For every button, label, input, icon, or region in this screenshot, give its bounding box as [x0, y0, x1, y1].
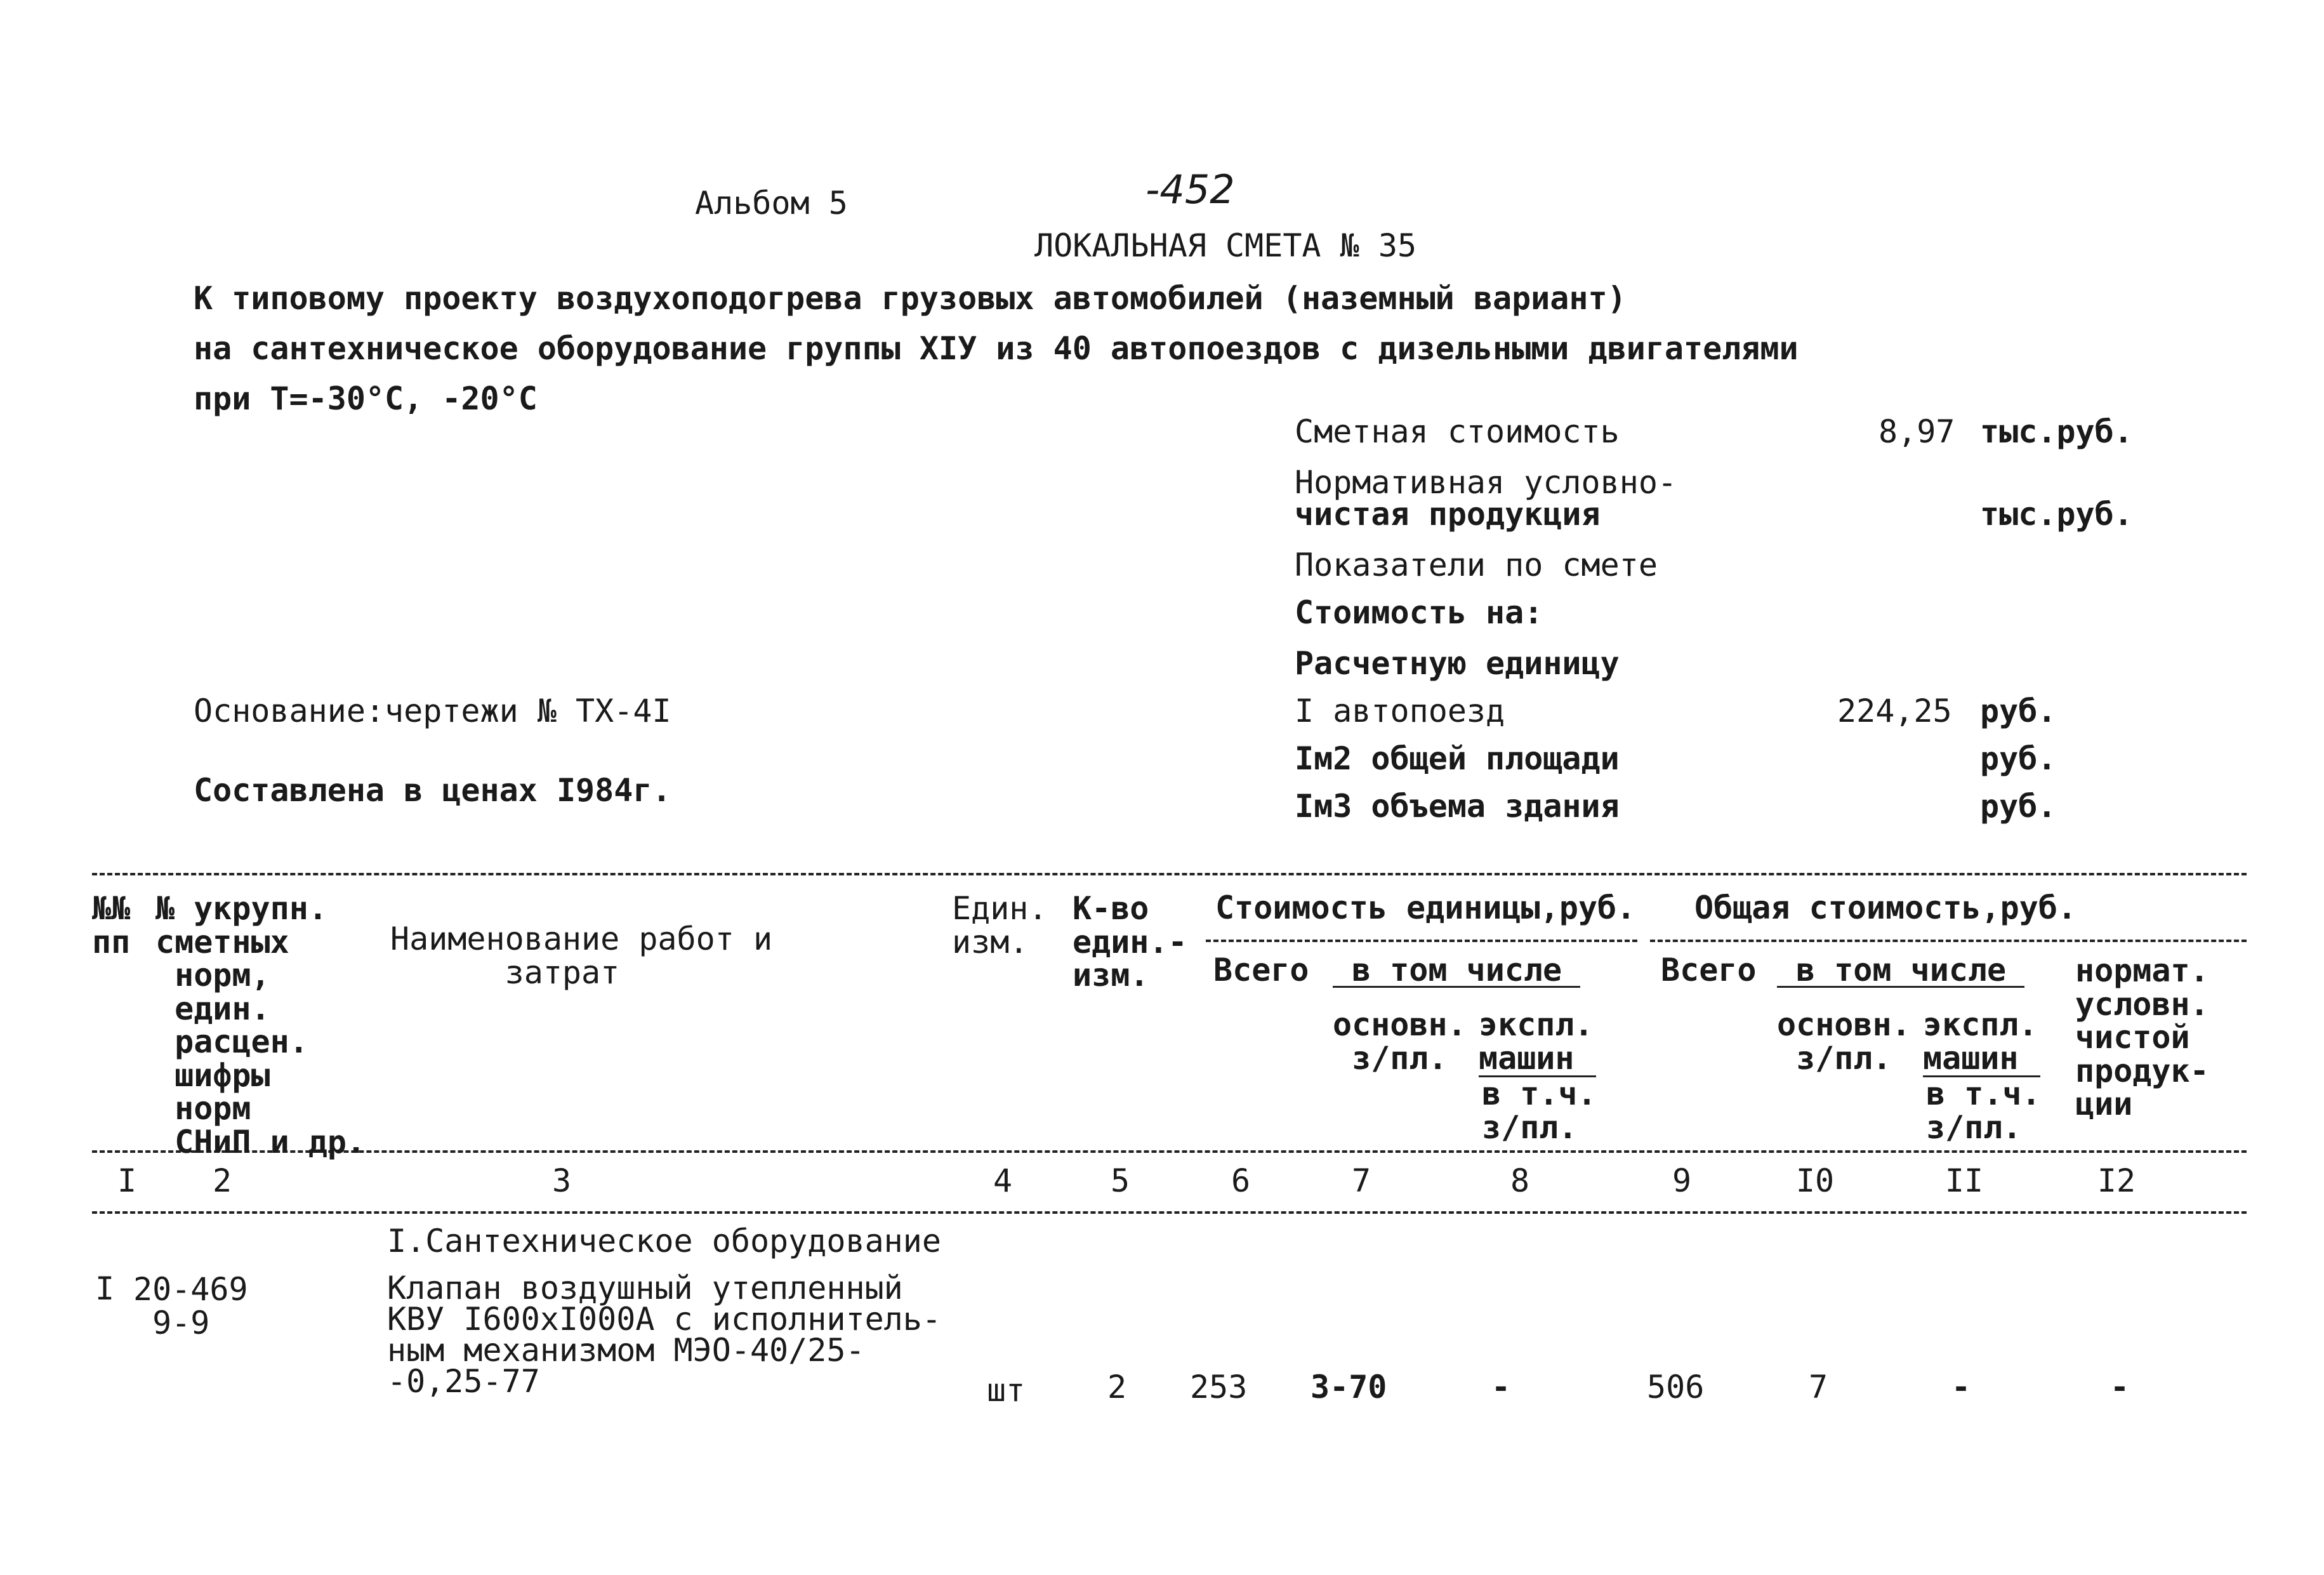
colnum-9: 9: [1672, 1162, 1692, 1199]
total-basic-wage-header: основн. з/пл.: [1777, 1006, 1911, 1077]
unit-incl-label: в том числе: [1352, 952, 1562, 988]
colnum-11: II: [1944, 1162, 1984, 1199]
col2-header: № укрупн. сметных норм, един. расцен. шифры норм СНиП и др.: [155, 890, 366, 1160]
unit-label: Расчетную единицу: [1295, 645, 1620, 682]
estimated-cost-value: 8,97: [1878, 413, 1955, 450]
col12-header: нормат. условн. чистой продук- ции: [2075, 952, 2209, 1122]
per-train-unit: руб.: [1980, 693, 2057, 729]
colnum-3: 3: [551, 1162, 572, 1199]
indicators-label: Показатели по смете: [1295, 547, 1658, 583]
colnum-6: 6: [1231, 1162, 1251, 1199]
col4-header: Един. изм.: [952, 890, 1048, 960]
column-numbers-rule: [92, 1211, 2247, 1214]
row-total: 506: [1647, 1369, 1705, 1406]
per-m2-unit: руб.: [1980, 740, 2057, 777]
row-unit-total: 253: [1190, 1369, 1248, 1406]
row-unit-machine: -: [1491, 1369, 1511, 1406]
normative-label-1: Нормативная условно-: [1295, 464, 1677, 501]
subtitle-line-3: при Т=-30°С, -20°С: [194, 380, 538, 417]
row-net-product: -: [2110, 1369, 2130, 1406]
normative-label-2: чистая продукция: [1295, 496, 1601, 533]
subtitle-line-2: на сантехническое оборудование группы XIУ из 40 автопоездов с дизельными двигателями: [194, 330, 1799, 367]
prices-label: Составлена в ценах I984г.: [194, 772, 671, 809]
basis-label: Основание:чертежи № ТХ-4I: [194, 693, 671, 729]
row-qty: 2: [1107, 1369, 1127, 1406]
section-title: I.Сантехническое оборудование: [387, 1223, 941, 1259]
colnum-12: I2: [2097, 1162, 2136, 1199]
album-label: Альбом 5: [695, 185, 848, 222]
colnum-10: I0: [1795, 1162, 1835, 1199]
row-unit: шт: [987, 1372, 1026, 1409]
colnum-2: 2: [212, 1162, 232, 1199]
unit-cost-header: Стоимость единицы,руб.: [1215, 889, 1636, 926]
estimated-cost-label: Сметная стоимость: [1295, 413, 1620, 450]
unit-incl-underline: [1333, 986, 1580, 988]
total-incl-underline: [1777, 986, 2024, 988]
total-total-label: Всего: [1661, 952, 1757, 988]
normative-unit: тыс.руб.: [1980, 496, 2133, 533]
row-total-basic-wage: 7: [1809, 1369, 1828, 1406]
header-bottom-rule: [92, 1150, 2247, 1153]
subtitle-line-1: К типовому проекту воздухоподогрева грузовых автомобилей (наземный вариант): [194, 280, 1627, 317]
per-m3-unit: руб.: [1980, 788, 2057, 825]
colnum-7: 7: [1351, 1162, 1371, 1199]
row-name: Клапан воздушный утепленный КВУ I600хI000А с исполнитель- ным механизмом МЭО-40/25- -0,25-77: [387, 1270, 941, 1400]
group-header-rule-2: [1650, 940, 2247, 942]
cost-on-label: Стоимость на:: [1295, 594, 1543, 631]
total-machine-header: экспл. машин: [1923, 1006, 2038, 1077]
unit-machine-header: экспл. машин: [1479, 1006, 1594, 1077]
estimated-cost-unit: тыс.руб.: [1980, 413, 2133, 450]
col5-header: К-во един.- изм.: [1073, 890, 1187, 994]
per-train-value: 224,25: [1837, 693, 1952, 729]
colnum-5: 5: [1110, 1162, 1130, 1199]
colnum-8: 8: [1510, 1162, 1530, 1199]
per-m2-label: Iм2 общей площади: [1295, 740, 1620, 777]
total-incl-label: в том числе: [1796, 952, 2007, 988]
colnum-4: 4: [993, 1162, 1013, 1199]
colnum-1: I: [117, 1162, 137, 1199]
row-unit-basic-wage: 3-70: [1311, 1369, 1387, 1406]
page-number: -452: [1145, 166, 1235, 213]
row-code: 20-469 9-9: [133, 1271, 248, 1341]
table-top-rule: [92, 873, 2247, 875]
col1-header: №№ пп: [92, 890, 131, 960]
unit-machine-wage-header: в т.ч. з/пл.: [1482, 1075, 1597, 1146]
per-m3-label: Iм3 объема здания: [1295, 788, 1620, 825]
total-cost-header: Общая стоимость,руб.: [1694, 889, 2077, 926]
row-num: I: [95, 1270, 115, 1307]
document-title: ЛОКАЛЬНАЯ СМЕТА № 35: [1034, 227, 1417, 264]
per-train-label: I автопоезд: [1295, 693, 1505, 729]
col3-header: Наименование работ и затрат: [390, 920, 773, 991]
total-machine-wage-header: в т.ч. з/пл.: [1926, 1075, 2041, 1146]
unit-total-label: Всего: [1213, 952, 1309, 988]
row-total-machine: -: [1951, 1369, 1971, 1406]
group-header-rule-1: [1206, 940, 1637, 942]
unit-basic-wage-header: основн. з/пл.: [1333, 1006, 1467, 1077]
